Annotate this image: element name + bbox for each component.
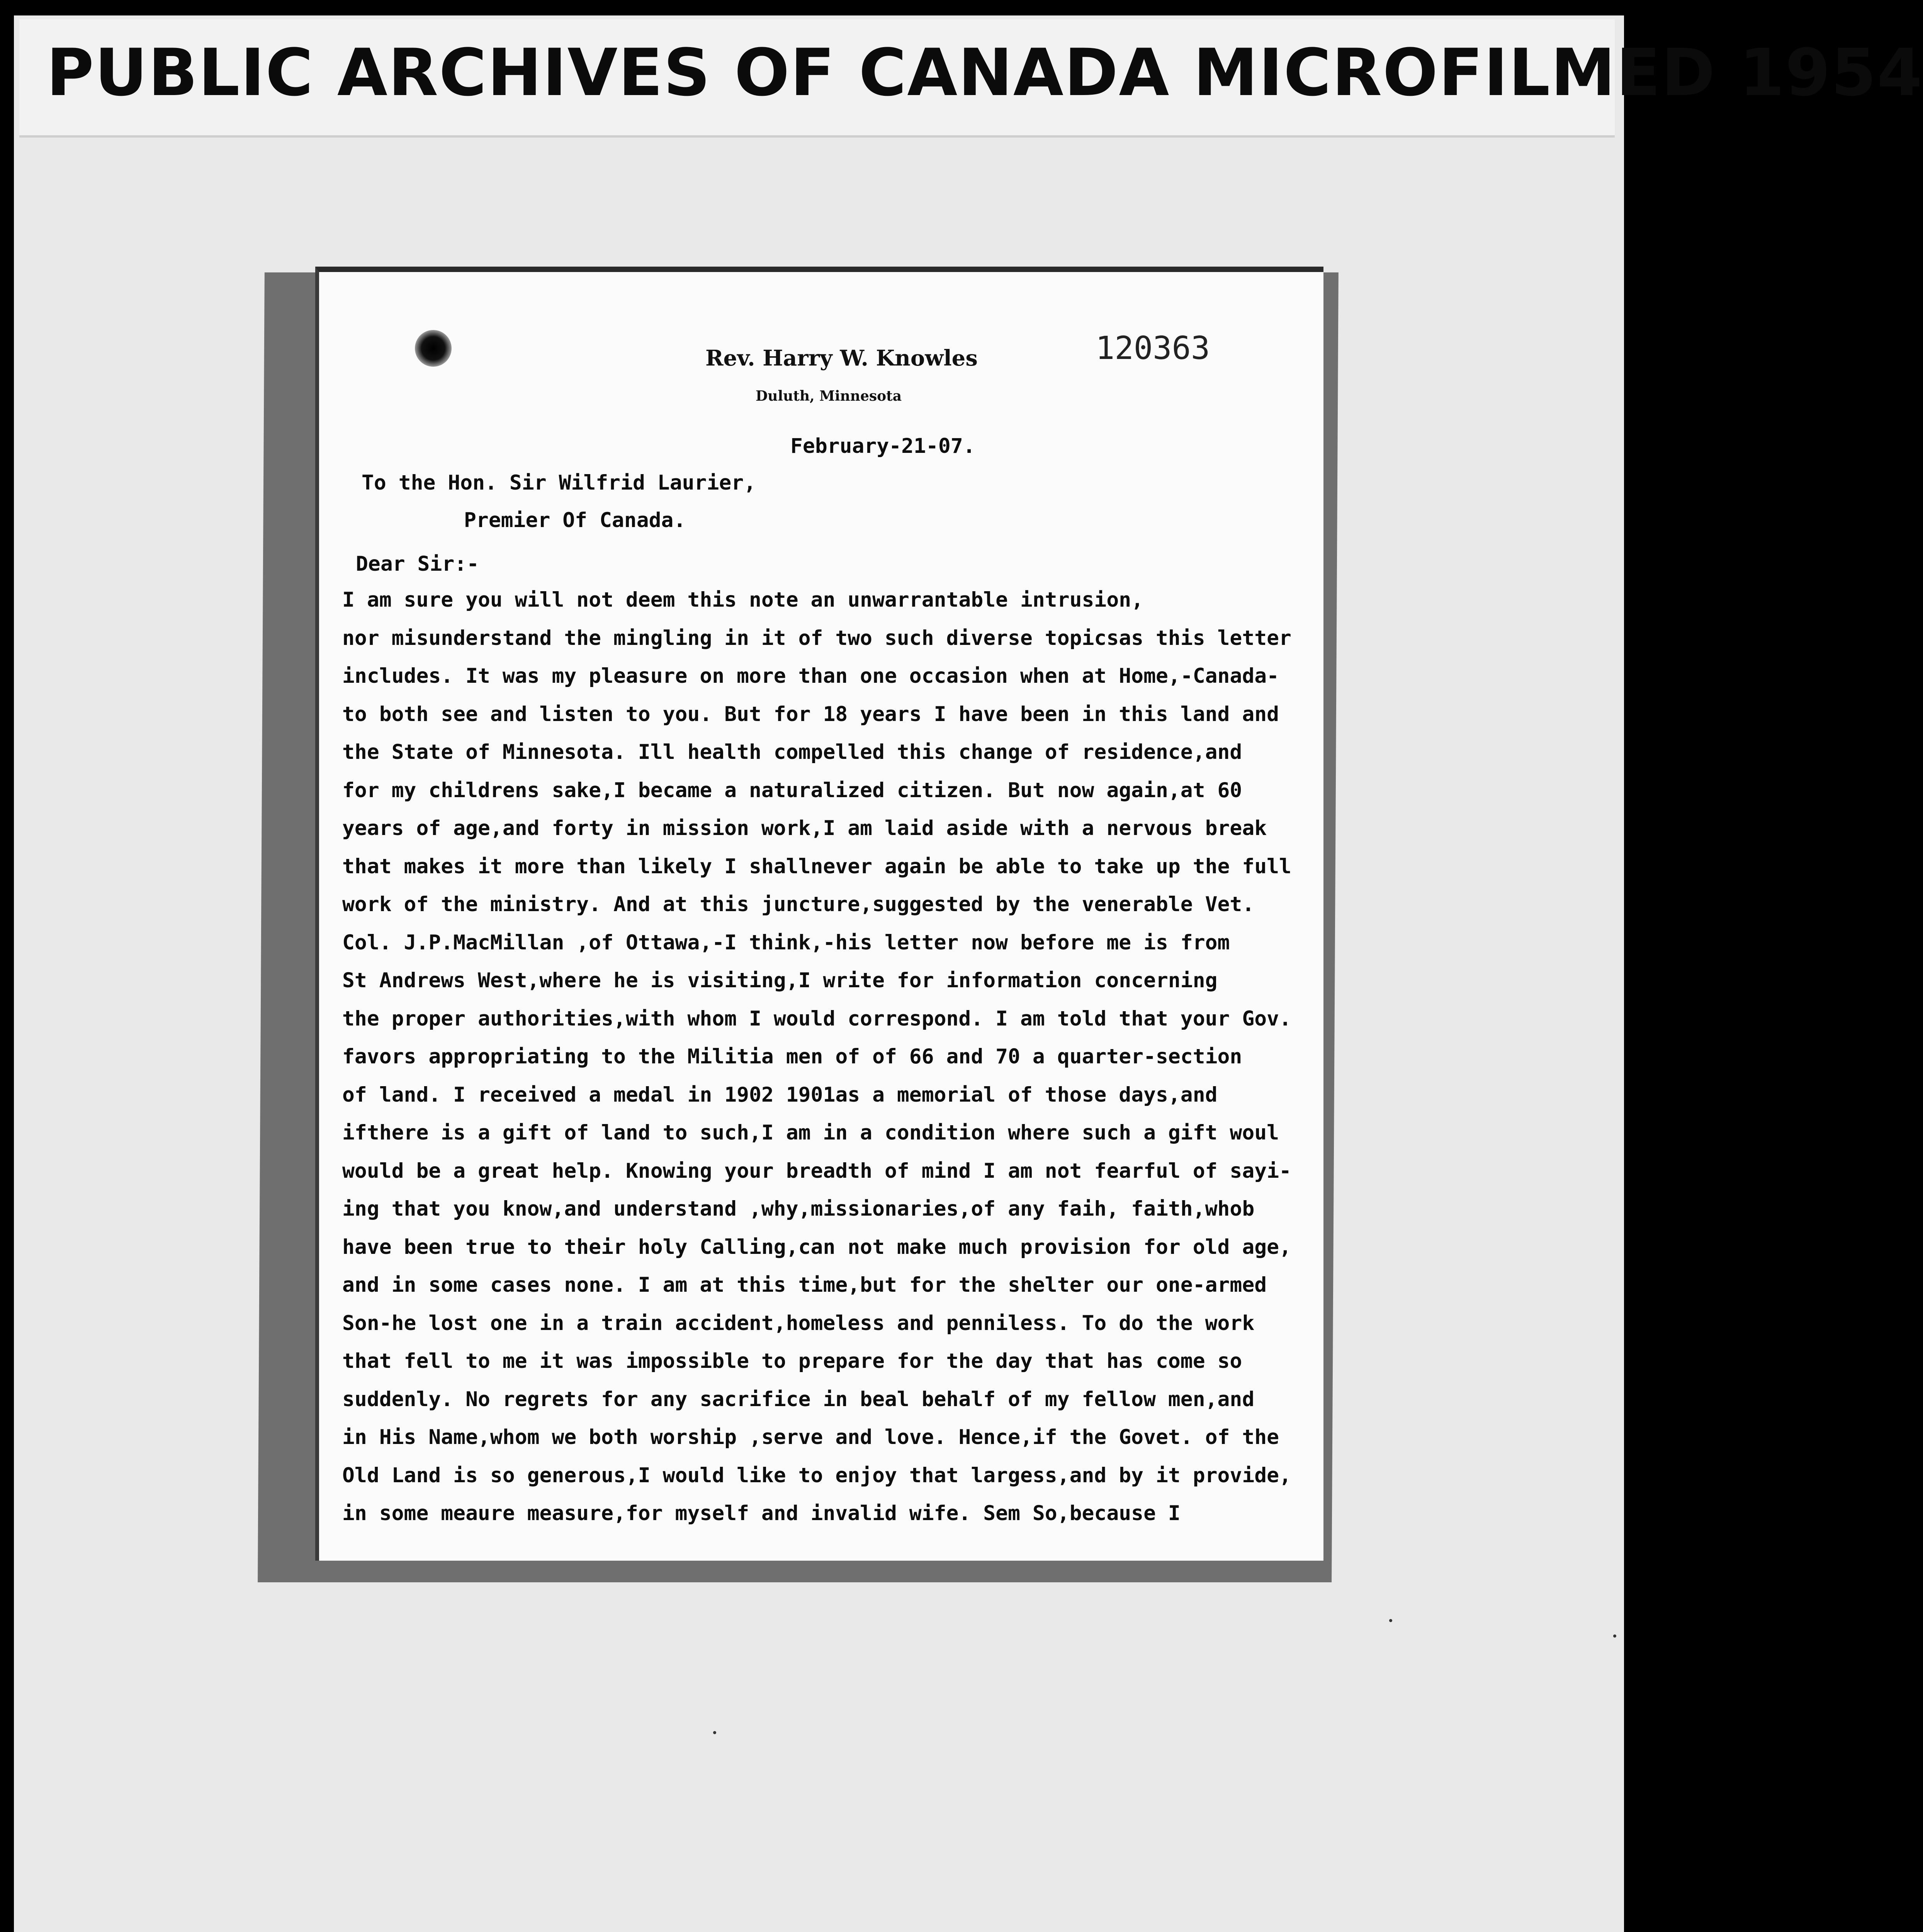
letter-line: that makes it more than likely I shallnever again be able to take up the full: [342, 854, 1291, 878]
letter-date: February-21-07.: [790, 434, 975, 458]
letterhead-city: Duluth, Minnesota: [756, 388, 902, 404]
letter-line: and in some cases none. I am at this time,but for the shelter our one-armed: [342, 1273, 1267, 1297]
letter-line: would be a great help. Knowing your breadth of mind I am not fearful of sayi-: [342, 1159, 1291, 1183]
letter-line: of land. I received a medal in 1902 1901as a memorial of those days,and: [342, 1083, 1218, 1107]
letter-line: favors appropriating to the Militia men of of 66 and 70 a quarter-section: [342, 1045, 1242, 1068]
letter-line: work of the ministry. And at this juncture,suggested by the venerable Vet.: [342, 893, 1255, 916]
addressee-title: Premier Of Canada.: [464, 509, 686, 532]
letter-line: in some meaure measure,for myself and invalid wife. Sem So,because I: [342, 1502, 1181, 1525]
letter-page: [315, 267, 1323, 1561]
ink-blot: [415, 330, 452, 367]
letter-line: for my childrens sake,I became a naturalized citizen. But now again,at 60: [342, 778, 1242, 802]
film-speck: [1613, 1634, 1616, 1638]
document-number: 120363: [1096, 330, 1210, 367]
letter-line: the proper authorities,with whom I would correspond. I am told that your Gov.: [342, 1007, 1291, 1031]
letter-line: ifthere is a gift of land to such,I am in a condition where such a gift woul: [342, 1121, 1279, 1145]
letter-line: includes. It was my pleasure on more than one occasion when at Home,-Canada-: [342, 664, 1279, 688]
letter-line: nor misunderstand the mingling in it of two such diverse topicsas this letter: [342, 626, 1291, 650]
addressee-line: To the Hon. Sir Wilfrid Laurier,: [362, 471, 756, 495]
microfilm-frame: [14, 15, 1923, 1932]
letter-line: I am sure you will not deem this note an unwarrantable intrusion,: [342, 588, 1144, 612]
letter-line: in His Name,whom we both worship ,serve and love. Hence,if the Govet. of the: [342, 1425, 1279, 1449]
letter-line: Old Land is so generous,I would like to enjoy that largess,and by it provide,: [342, 1463, 1291, 1487]
letter-line: years of age,and forty in mission work,I am laid aside with a nervous break: [342, 816, 1267, 840]
letter-line: Son-he lost one in a train accident,homeless and penniless. To do the work: [342, 1311, 1255, 1335]
letter-line: Col. J.P.MacMillan ,of Ottawa,-I think,-his letter now before me is from: [342, 930, 1230, 954]
letter-line: St Andrews West,where he is visiting,I write for information concerning: [342, 969, 1218, 992]
archive-banner-title: PUBLIC ARCHIVES OF CANADA MICROFILMED 1954: [46, 35, 1923, 111]
film-speck: [713, 1731, 716, 1734]
letter-line: the State of Minnesota. Ill health compelled this change of residence,and: [342, 740, 1242, 764]
film-speck: [1389, 1619, 1392, 1622]
letterhead-name: Rev. Harry W. Knowles: [705, 345, 978, 371]
letter-line: suddenly. No regrets for any sacrifice in beal behalf of my fellow men,and: [342, 1387, 1255, 1411]
letter-line: have been true to their holy Calling,can not make much provision for old age,: [342, 1235, 1291, 1259]
greeting: Dear Sir:-: [356, 552, 479, 576]
letter-line: that fell to me it was impossible to prepare for the day that has come so: [342, 1349, 1242, 1373]
letter-body: [342, 581, 1308, 1533]
letter-line: to both see and listen to you. But for 18 years I have been in this land and: [342, 702, 1279, 726]
archive-banner: [19, 19, 1923, 138]
letter-line: ing that you know,and understand ,why,missionaries,of any faih, faith,whob: [342, 1197, 1255, 1221]
